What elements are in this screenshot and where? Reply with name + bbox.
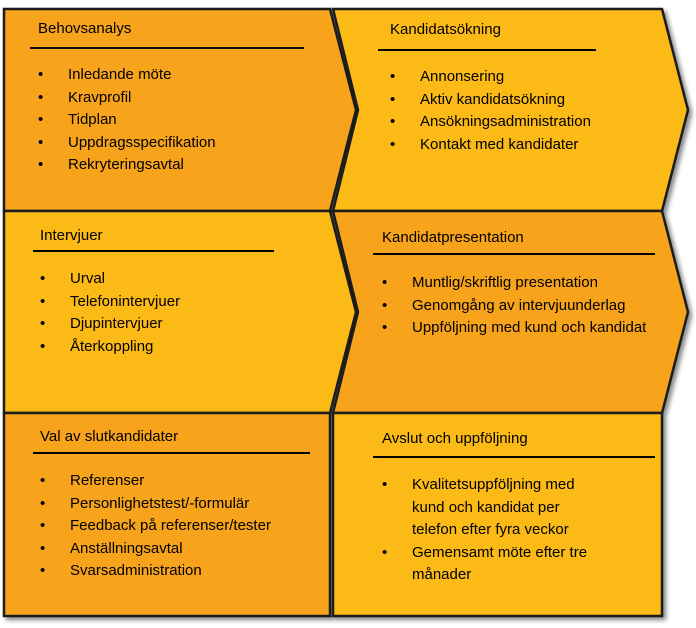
intervjuer-underline: [33, 250, 274, 252]
intervjuer-title: Intervjuer: [40, 227, 103, 244]
kandidatsokning-list: [390, 66, 670, 156]
list-item: • Kvalitetsuppföljning med kund och kandidat per telefon efter fyra veckor: [382, 474, 604, 542]
list-item: • Uppdragsspecifikation: [38, 132, 328, 155]
avslut-och-uppfoljning-list: [382, 474, 604, 587]
list-item: • Ansökningsadministration: [390, 111, 670, 134]
list-item: • Genomgång av intervjuunderlag: [382, 295, 672, 318]
behovsanalys-title: Behovsanalys: [38, 20, 132, 37]
list-item: • Kravprofil: [38, 87, 328, 110]
list-item: • Annonsering: [390, 66, 670, 89]
list-item: • Anställningsavtal: [40, 538, 330, 561]
kandidatsokning-title: Kandidatsökning: [390, 21, 501, 38]
list-item: • Inledande möte: [38, 64, 328, 87]
list-item: • Gemensamt möte efter tre månader: [382, 542, 604, 587]
list-item: • Tidplan: [38, 109, 328, 132]
behovsanalys-underline: [30, 47, 304, 49]
list-item: • Referenser: [40, 470, 330, 493]
list-item: • Feedback på referenser/tester: [40, 515, 330, 538]
list-item: • Rekryteringsavtal: [38, 154, 328, 177]
kandidatsokning-underline: [378, 49, 596, 51]
kandidatpresentation-list: [382, 272, 672, 340]
list-item: • Svarsadministration: [40, 560, 330, 583]
list-item: • Aktiv kandidatsökning: [390, 89, 670, 112]
list-item: • Kontakt med kandidater: [390, 134, 670, 157]
list-item: • Uppföljning med kund och kandidat: [382, 317, 672, 340]
kandidatpresentation-title: Kandidatpresentation: [382, 229, 524, 246]
behovsanalys-list: [38, 64, 328, 177]
list-item: • Personlighetstest/-formulär: [40, 493, 330, 516]
intervjuer-list: [40, 268, 320, 358]
kandidatpresentation-underline: [373, 253, 655, 255]
list-item: • Telefonintervjuer: [40, 291, 320, 314]
avslut-och-uppfoljning-title: Avslut och uppföljning: [382, 430, 528, 447]
list-item: • Muntlig/skriftlig presentation: [382, 272, 672, 295]
avslut-och-uppfoljning-underline: [373, 456, 655, 458]
val-av-slutkandidater-title: Val av slutkandidater: [40, 428, 179, 445]
list-item: • Återkoppling: [40, 336, 320, 359]
list-item: • Urval: [40, 268, 320, 291]
val-av-slutkandidater-underline: [33, 452, 310, 454]
list-item: • Djupintervjuer: [40, 313, 320, 336]
val-av-slutkandidater-list: [40, 470, 330, 583]
